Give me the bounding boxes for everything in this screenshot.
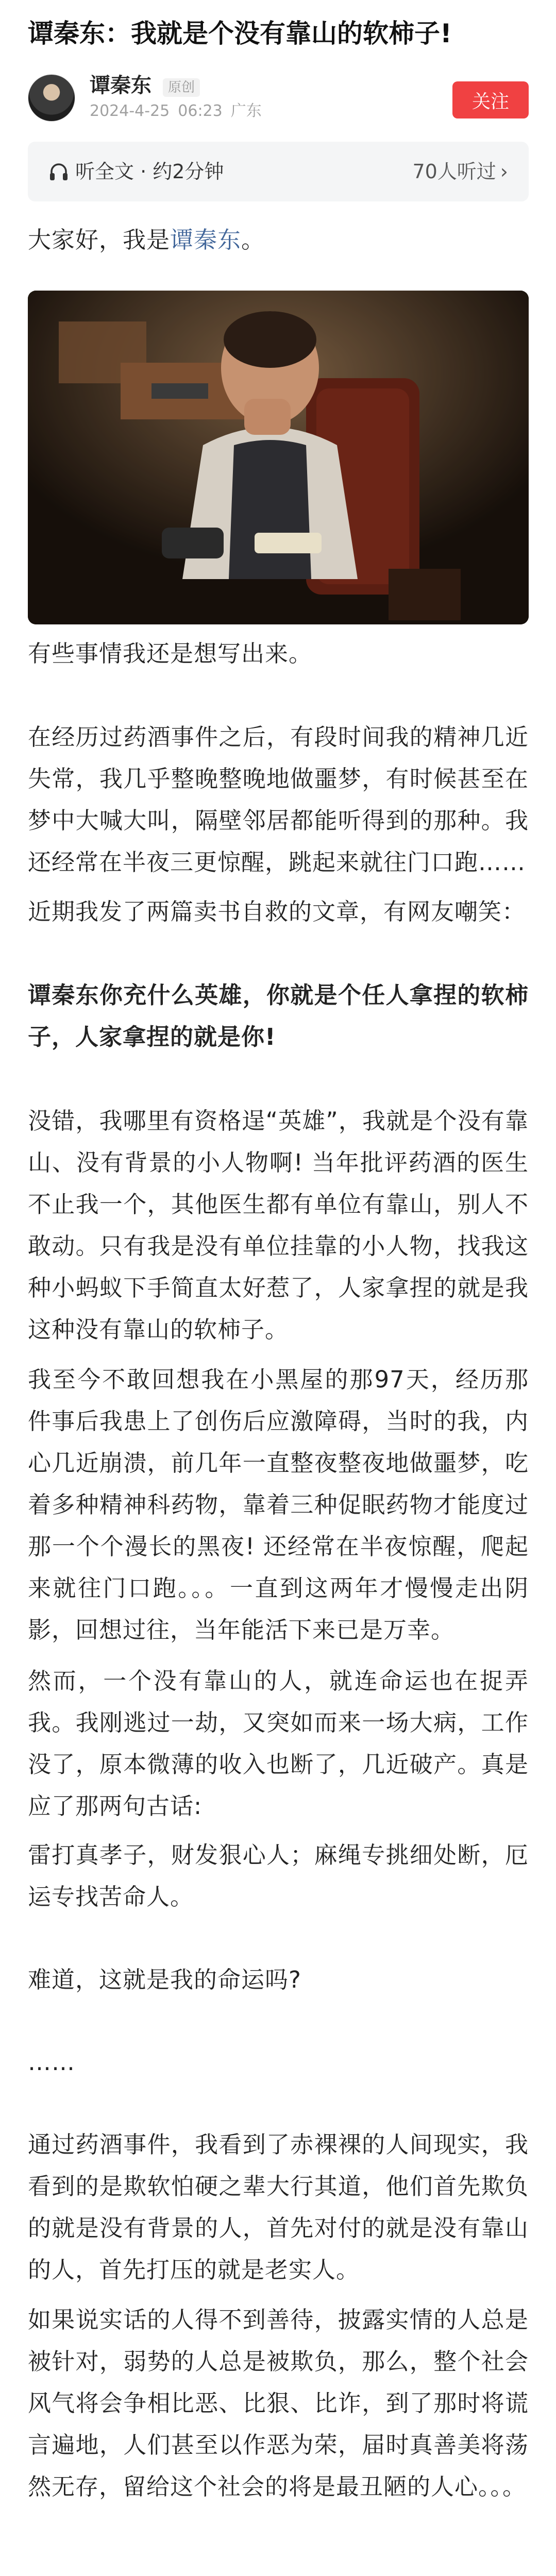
avatar[interactable] bbox=[28, 74, 75, 122]
paragraph: 在经历过药酒事件之后，有段时间我的精神几近失常，我几乎整晚整晚地做噩梦，有时候甚至在梦中大喊大叫，隔壁邻居都能听得到的那种。我还经常在半夜三更惊醒，跳起来就往门口跑…… bbox=[28, 723, 529, 876]
author-row bbox=[28, 71, 529, 123]
paragraph: 我至今不敢回想我在小黑屋的那97天，经历那件事后我患上了创伤后应激障碍，当时的我，内心几近崩溃，前几年一直整夜整夜地做噩梦，吃着多种精神科药物，靠着三种促眠药物才能度过那一个个漫长的黑夜! 还经常在半夜惊醒，爬起来就往门口跑。。。一直到这两年才慢慢走出阴影，回想过往，当年能活下来已是万幸。 bbox=[28, 1366, 529, 1643]
paragraph: 有些事情我还是想写出来。 bbox=[28, 640, 313, 667]
listen-label: 听全文 · 约2分钟 bbox=[75, 160, 224, 183]
author-name[interactable]: 谭秦东 bbox=[90, 74, 151, 97]
paragraph: …… bbox=[28, 2048, 75, 2076]
paragraph: 近期我发了两篇卖书自救的文章，有网友嘲笑： bbox=[28, 898, 526, 925]
post-date: 2024-4-25 bbox=[90, 102, 170, 120]
paragraph: 通过药酒事件，我看到了赤裸裸的人间现实，我看到的是欺软怕硬之辈大行其道，他们首先欺负的就是没有背景的人，首先对付的就是没有靠山的人，首先打压的就是老实人。 bbox=[28, 2131, 529, 2283]
paragraph: 难道，这就是我的命运吗? bbox=[28, 1966, 301, 1993]
chevron-right-icon: › bbox=[500, 160, 508, 183]
paragraph-bold: 谭秦东你充什么英雄，你就是个任人拿捏的软柿子，人家拿捏的就是你! bbox=[28, 981, 529, 1050]
author-link[interactable]: 谭秦东 bbox=[170, 226, 242, 253]
post-meta bbox=[90, 101, 270, 122]
listen-bar[interactable] bbox=[28, 142, 529, 201]
post-time: 06:23 bbox=[178, 102, 223, 120]
article-photo[interactable] bbox=[28, 291, 529, 624]
paragraph: 然而，一个没有靠山的人，就连命运也在捉弄我。我刚逃过一劫，又突如而来一场大病，工作没了，原本微薄的收入也断了，几近破产。真是应了那两句古话: bbox=[28, 1667, 529, 1820]
paragraph: 如果说实话的人得不到善待，披露实情的人总是被针对，弱势的人总是被欺负，那么，整个社会风气将会争相比恶、比狠、比诈，到了那时将谎言遍地，人们甚至以作恶为荣，届时真善美将荡然无存，留给这个社会的将是最丑陋的人心。。。 bbox=[28, 2306, 529, 2500]
paragraph: 没错，我哪里有资格逞“英雄”，我就是个没有靠山、没有背景的小人物啊! 当年批评药酒的医生不止我一个，其他医生都有单位有靠山，别人不敢动。只有我是没有单位挂靠的小人物，找我这种小蚂蚁下手简直太好惹了，人家拿捏的就是我这种没有靠山的软柿子。 bbox=[28, 1107, 529, 1343]
headphones-icon bbox=[48, 162, 69, 182]
original-badge: 原创 bbox=[163, 78, 200, 97]
post-location: 广东 bbox=[230, 102, 262, 120]
listen-count: 70人听过 › bbox=[412, 160, 508, 183]
follow-button[interactable]: 关注 bbox=[452, 81, 529, 118]
paragraph: 雷打真孝子，财发狠心人；麻绳专挑细处断，厄运专找苦命人。 bbox=[28, 1841, 529, 1910]
article-title: 谭秦东：我就是个没有靠山的软柿子! bbox=[28, 19, 452, 48]
intro-paragraph: 大家好，我是谭秦东。 bbox=[28, 226, 265, 253]
